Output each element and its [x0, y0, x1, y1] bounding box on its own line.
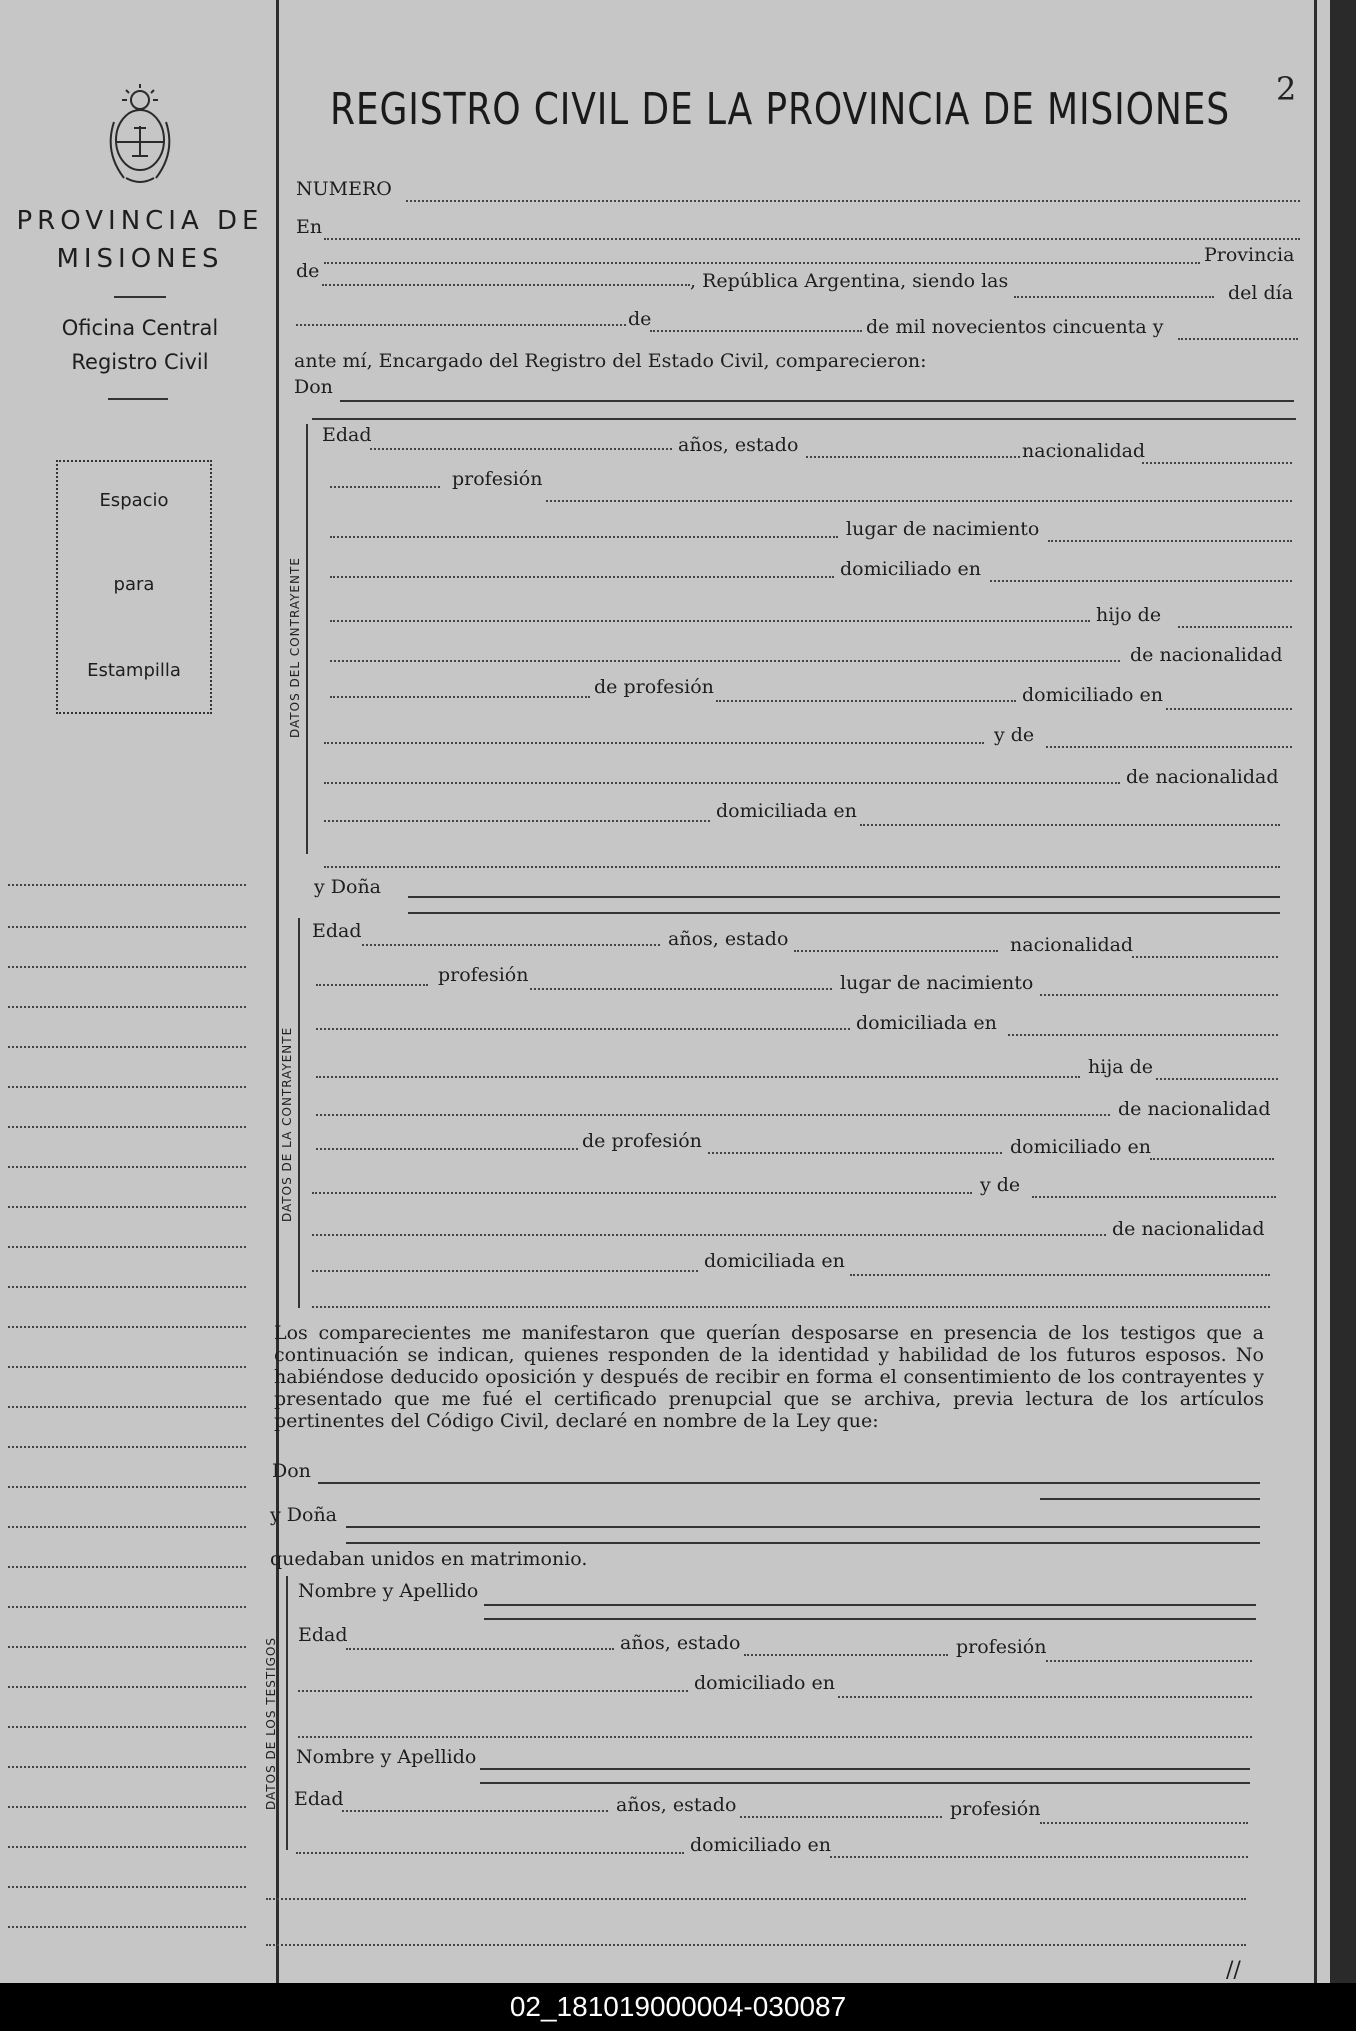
sidebar-office-line2: Registro Civil: [71, 350, 209, 374]
label-hijo-de: hijo de: [1096, 604, 1162, 626]
label-domiciliada: domiciliada en: [856, 1012, 997, 1034]
label-edad1: Edad: [298, 1624, 348, 1646]
sidebar-rule: [8, 1326, 246, 1328]
field-nombre2-underline: [480, 1782, 1250, 1784]
field-edad1[interactable]: [346, 1648, 614, 1650]
sidebar-province-line1: PROVINCIA DE: [16, 206, 264, 236]
field-estado[interactable]: [806, 456, 1020, 458]
field-estado1[interactable]: [744, 1654, 948, 1656]
sidebar-rule: [8, 1126, 246, 1128]
label-dom1: domiciliado en: [694, 1672, 836, 1694]
label-don: Don: [294, 376, 333, 398]
field-line[interactable]: [330, 620, 1090, 622]
field-dom2[interactable]: [830, 1856, 1248, 1858]
sidebar-divider: [108, 398, 168, 400]
sidebar-rule: [8, 1886, 246, 1888]
label-provincia: Provincia: [1204, 244, 1295, 266]
field-line[interactable]: [316, 1148, 578, 1150]
testigos-side-label: DATOS DE LOS TESTIGOS: [264, 1636, 278, 1810]
field-dona[interactable]: [408, 896, 1280, 898]
field-nacionalidad[interactable]: [1132, 956, 1278, 958]
field-domiciliado[interactable]: [990, 580, 1292, 582]
label-de-nacionalidad2: de nacionalidad: [1126, 766, 1279, 788]
contrayente-bracket: [306, 424, 308, 854]
field-dona-final[interactable]: [346, 1526, 1260, 1528]
field-day[interactable]: [296, 324, 626, 326]
field-line[interactable]: [324, 820, 710, 822]
label-domiciliado2: domiciliado en: [1022, 684, 1164, 706]
label-anos1: años, estado: [620, 1632, 741, 1654]
field-nacionalidad[interactable]: [1142, 462, 1292, 464]
label-anos-estado: años, estado: [678, 434, 799, 456]
sidebar-rule: [8, 1206, 246, 1208]
label-domiciliada: domiciliada en: [716, 800, 857, 822]
contrayenta-bracket: [298, 918, 300, 1308]
testigos-bracket: [286, 1576, 288, 1850]
label-prof1: profesión: [956, 1636, 1047, 1658]
label-edad2: Edad: [294, 1788, 344, 1810]
field-edad2[interactable]: [342, 1810, 608, 1812]
label-domiciliado: domiciliado en: [840, 558, 982, 580]
label-hija-de: hija de: [1088, 1056, 1153, 1078]
label-nacionalidad: nacionalidad: [1010, 934, 1134, 956]
field-domiciliado[interactable]: [1150, 1158, 1274, 1160]
label-y-de: y de: [994, 724, 1035, 746]
field-nombre1-underline: [484, 1618, 1256, 1620]
label-numero: NUMERO: [296, 178, 392, 200]
label-unidos: quedaban unidos en matrimonio.: [270, 1548, 588, 1570]
field-year[interactable]: [1178, 338, 1298, 340]
field-nombre2[interactable]: [480, 1768, 1250, 1770]
footer-code: 02_181019000004-030087: [0, 1983, 1356, 2031]
contrayente-side-label: DATOS DEL CONTRAYENTE: [288, 557, 302, 738]
field-prof1[interactable]: [1046, 1660, 1252, 1662]
field-estado[interactable]: [794, 950, 998, 952]
sidebar-rule: [8, 1166, 246, 1168]
label-de-nacionalidad: de nacionalidad: [1118, 1098, 1271, 1120]
label-edad: Edad: [322, 424, 372, 446]
label-de-profesion: de profesión: [582, 1130, 702, 1152]
field-don[interactable]: [340, 400, 1294, 402]
sidebar-rule: [8, 1526, 246, 1528]
sidebar-rule: [8, 1766, 246, 1768]
field-dona-final-underline: [346, 1542, 1260, 1544]
field-profesion[interactable]: [546, 500, 1292, 502]
page-title: REGISTRO CIVIL DE LA PROVINCIA DE MISIONES: [330, 84, 1230, 135]
field-profesion-pre[interactable]: [316, 984, 428, 986]
field-line[interactable]: [312, 1306, 1270, 1308]
field-line[interactable]: [330, 536, 838, 538]
contrayenta-side-label: DATOS DE LA CONTRAYENTE: [280, 1026, 294, 1222]
sidebar-rule: [8, 1006, 246, 1008]
label-anos-estado: años, estado: [668, 928, 789, 950]
field-line[interactable]: [330, 576, 834, 578]
label-de-nacionalidad2: de nacionalidad: [1112, 1218, 1265, 1240]
label-dom2: domiciliado en: [690, 1834, 832, 1856]
label-prof2: profesión: [950, 1798, 1041, 1820]
label-nombre1: Nombre y Apellido: [298, 1580, 479, 1602]
label-de: de: [296, 260, 320, 282]
sidebar-divider: [114, 296, 166, 298]
label-ante: ante mí, Encargado del Registro del Estado Civil, comparecieron:: [294, 350, 927, 372]
sidebar-rule: [8, 884, 246, 886]
field-lugar[interactable]: [1048, 540, 1292, 542]
declaration-paragraph: Los comparecientes me manifestaron que querían desposarse en presencia de los testigos que a continuación se indican, quienes responden de la identidad y habilidad de los futuros esposos. No habiéndose deducido oposición y después de recibir en forma el consentimiento de los contrayentes y presentado que me fué el certificado prenupcial que se archiva, previa lectura de los artículos pertinentes del Código Civil, declaré en nombre de la Ley que:: [274, 1322, 1264, 1432]
field-lugar[interactable]: [1040, 994, 1278, 996]
field-line[interactable]: [312, 1270, 698, 1272]
sidebar-rule: [8, 1566, 246, 1568]
sidebar-rule: [8, 1606, 246, 1608]
field-line[interactable]: [324, 742, 984, 744]
label-y-dona-final: y Doña: [270, 1504, 338, 1526]
sidebar-rule: [8, 1446, 246, 1448]
field-line[interactable]: [324, 782, 1120, 784]
sidebar-rule: [8, 1486, 246, 1488]
field-edad[interactable]: [370, 448, 672, 450]
field-line[interactable]: [266, 1898, 1246, 1900]
label-de-month: de: [628, 308, 652, 330]
field-profesion-pre[interactable]: [330, 486, 440, 488]
label-profesion: profesión: [452, 468, 543, 490]
label-domiciliada2: domiciliada en: [704, 1250, 845, 1272]
sidebar-rule: [8, 1246, 246, 1248]
sidebar-rule: [8, 1686, 246, 1688]
label-del-dia: del día: [1228, 282, 1294, 304]
field-line[interactable]: [312, 1234, 1106, 1236]
label-de-nacionalidad: de nacionalidad: [1130, 644, 1283, 666]
stamp-text-1: Espacio: [99, 490, 169, 511]
label-nacionalidad: nacionalidad: [1022, 440, 1146, 462]
field-en-2[interactable]: [324, 262, 1200, 264]
end-mark: //: [1226, 1958, 1241, 1983]
sidebar-office-line1: Oficina Central: [61, 316, 219, 340]
sidebar-rule: [8, 1406, 246, 1408]
field-line[interactable]: [324, 866, 1280, 868]
label-edad: Edad: [312, 920, 362, 942]
field-line[interactable]: [266, 1944, 1246, 1946]
field-line[interactable]: [330, 660, 1120, 662]
sidebar-rule: [8, 1086, 246, 1088]
field-line[interactable]: [316, 1076, 1080, 1078]
label-republica: , República Argentina, siendo las: [690, 270, 1009, 292]
field-domiciliada[interactable]: [1008, 1034, 1278, 1036]
label-lugar: lugar de nacimiento: [846, 518, 1040, 540]
page-edge: [1330, 0, 1356, 1983]
field-line[interactable]: [296, 1852, 684, 1854]
stamp-text-2: para: [113, 574, 155, 595]
field-profesion[interactable]: [530, 988, 832, 990]
field-domiciliado2[interactable]: [1166, 708, 1292, 710]
label-mil: de mil novecientos cincuenta y: [866, 316, 1164, 338]
field-month[interactable]: [650, 330, 862, 332]
stamp-text-3: Estampilla: [87, 660, 181, 681]
field-numero[interactable]: [406, 200, 1300, 202]
sidebar-rule: [8, 1806, 246, 1808]
field-domiciliada2[interactable]: [850, 1274, 1270, 1276]
label-y-de: y de: [980, 1174, 1021, 1196]
sidebar-rule: [8, 966, 246, 968]
sidebar-rule: [8, 1286, 246, 1288]
sidebar-province-line2: MISIONES: [56, 244, 224, 274]
field-line[interactable]: [316, 1114, 1110, 1116]
label-y-dona: y Doña: [314, 876, 382, 898]
field-don-final-underline: [1040, 1498, 1260, 1500]
sidebar-rule: [8, 1366, 246, 1368]
field-en[interactable]: [324, 238, 1300, 240]
field-dom1[interactable]: [838, 1696, 1252, 1698]
field-line[interactable]: [298, 1690, 688, 1692]
field-nombre1[interactable]: [484, 1604, 1256, 1606]
field-dona-underline: [408, 912, 1280, 914]
coat-of-arms-icon: [100, 82, 180, 192]
right-rule: [1314, 0, 1317, 1983]
sidebar-rule: [8, 1646, 246, 1648]
label-don-final: Don: [272, 1460, 311, 1482]
field-don-underline: [312, 418, 1296, 420]
field-de-profesion[interactable]: [716, 700, 1016, 702]
label-anos2: años, estado: [616, 1794, 737, 1816]
field-don-final[interactable]: [318, 1482, 1260, 1484]
field-line[interactable]: [316, 1028, 850, 1030]
sidebar-rule: [8, 1726, 246, 1728]
field-estado2[interactable]: [740, 1816, 942, 1818]
label-lugar: lugar de nacimiento: [840, 972, 1034, 994]
field-line[interactable]: [312, 1192, 972, 1194]
field-hour[interactable]: [1014, 296, 1214, 298]
label-en: En: [296, 216, 323, 238]
label-domiciliado: domiciliado en: [1010, 1136, 1152, 1158]
field-domiciliada[interactable]: [860, 824, 1280, 826]
field-de-profesion[interactable]: [708, 1152, 1002, 1154]
page-number: 2: [1276, 70, 1297, 108]
label-nombre2: Nombre y Apellido: [296, 1746, 477, 1768]
sidebar-rule: [8, 1926, 246, 1928]
sidebar-rule: [8, 1846, 246, 1848]
label-de-profesion: de profesión: [594, 676, 714, 698]
field-line[interactable]: [330, 696, 590, 698]
field-y-de[interactable]: [1046, 746, 1292, 748]
field-edad[interactable]: [362, 944, 660, 946]
field-y-de[interactable]: [1032, 1196, 1276, 1198]
sidebar-rule: [8, 1046, 246, 1048]
field-hija-de[interactable]: [1156, 1078, 1278, 1080]
sidebar-rule: [8, 926, 246, 928]
field-hijo-de[interactable]: [1178, 626, 1292, 628]
label-profesion: profesión: [438, 964, 529, 986]
field-line[interactable]: [298, 1736, 1252, 1738]
field-department[interactable]: [322, 284, 690, 286]
field-prof2[interactable]: [1040, 1822, 1248, 1824]
